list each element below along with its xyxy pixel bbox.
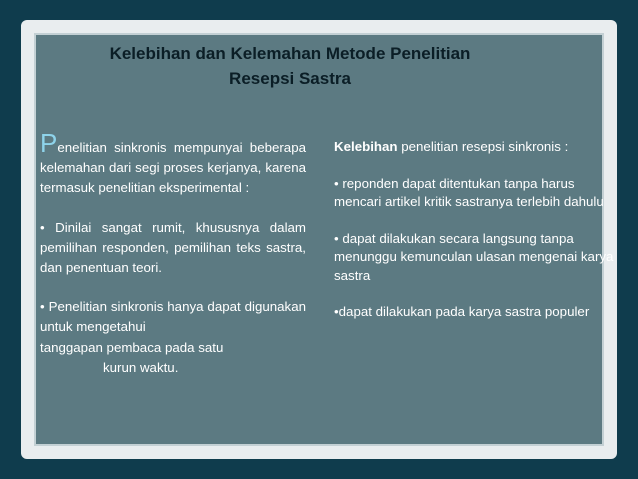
strength-bullet-2: • dapat dilakukan secara langsung tanpa menunggu kemunculan ulasan mengenai karya sastra (334, 230, 614, 283)
slide-title (40, 41, 540, 91)
weakness-bullet-1: • Dinilai sangat rumit, khususnya dalam pemilihan responden, pemilihan teks sastra, dan penentuan teori. (40, 219, 306, 276)
right-column (334, 138, 624, 322)
strengths-heading (334, 138, 624, 157)
weakness-bullet-2-line3: kurun waktu. (103, 359, 179, 375)
left-column (40, 128, 306, 378)
strengths-heading-bold: Kelebihan (334, 139, 398, 154)
strengths-heading-rest: penelitian resepsi sinkronis : (397, 139, 569, 154)
slide-title-line1: Kelebihan dan Kelemahan Metode Penelitian (109, 44, 471, 63)
intro-text: enelitian sinkronis mempunyai beberapa kelemahan dari segi proses kerjanya, karena termasuk penelitian eksperimental : (40, 140, 306, 196)
strength-bullet-1: • reponden dapat ditentukan tanpa harus mencari artikel kritik sastranya terlebih dahulu (334, 175, 604, 209)
strength-bullet-3: •dapat dilakukan pada karya sastra populer (334, 304, 590, 319)
drop-cap: P (40, 128, 58, 158)
intro-paragraph (40, 128, 306, 199)
weakness-bullet-2-line1: • Penelitian sinkronis hanya dapat digunakan untuk mengetahui (40, 299, 306, 335)
slide-title-line2: Resepsi Sastra (229, 69, 351, 88)
weakness-bullet-2-line2: tanggapan pembaca pada satu (40, 339, 224, 355)
